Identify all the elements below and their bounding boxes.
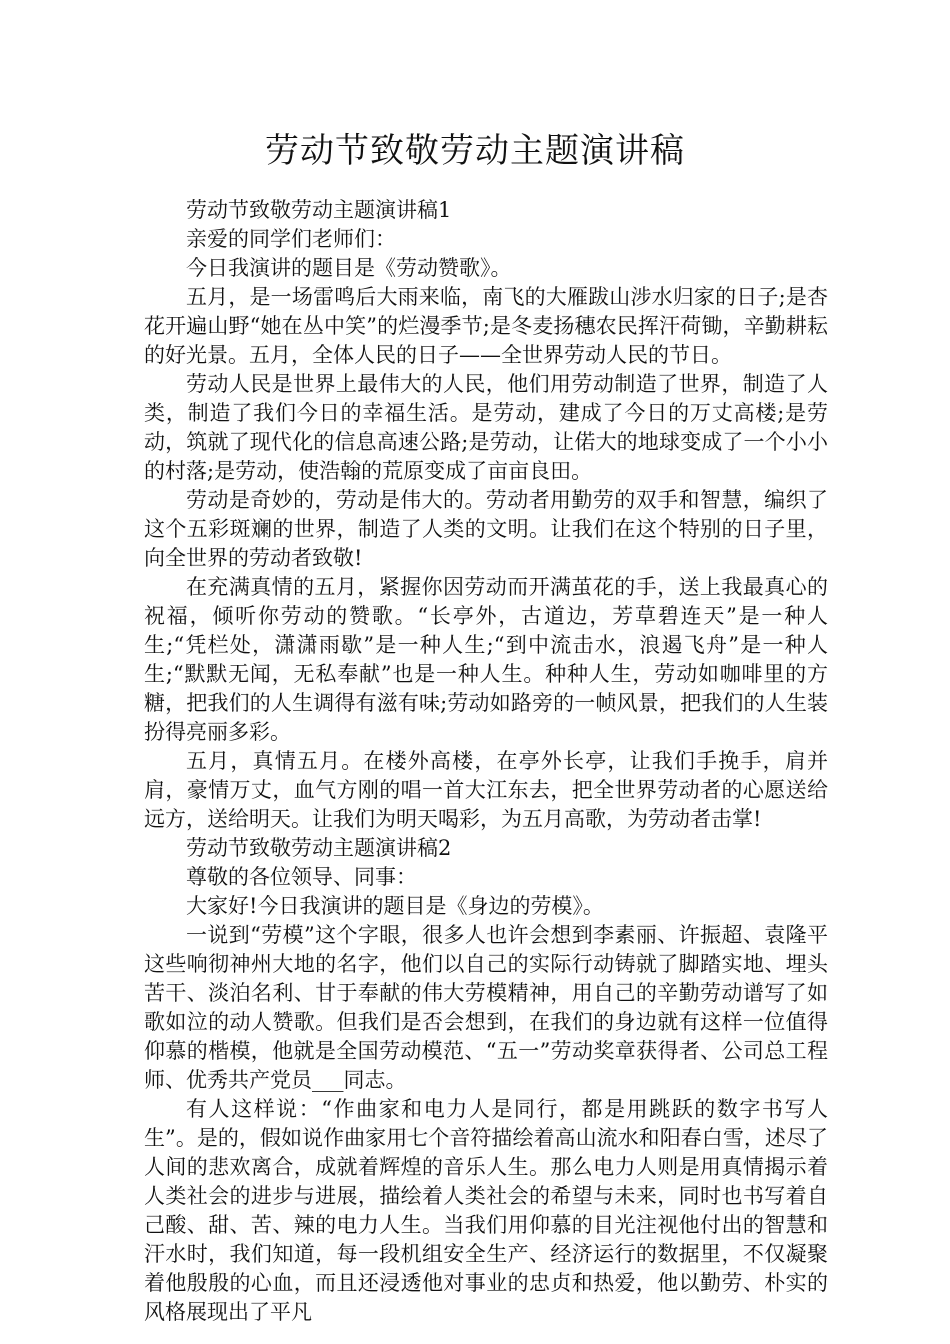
paragraph: 大家好!今日我演讲的题目是《身边的劳模》。: [186, 894, 604, 918]
paragraph: 劳动是奇妙的，劳动是伟大的。劳动者用勤劳的双手和智慧，编织了这个五彩斑斓的世界，制造了人类的文明。让我们在这个特别的日子里，向全世界的劳动者致敬!: [144, 488, 828, 570]
paragraph: 有人这样说：“作曲家和电力人是同行，都是用跳跃的数字书写人生”。是的，假如说作曲家用七个音符描绘着高山流水和阳春白雪，述尽了人间的悲欢离合，成就着辉煌的音乐人生。那么电力人则是用真情揭示着人类社会的进步与进展，描绘着人类社会的希望与未来，同时也书写着自己酸、甜、苦、辣的电力人生。当我们用仰慕的目光注视他付出的智慧和汗水时，我们知道，每一段机组安全生产、经济运行的数据里，不仅凝聚着他殷殷的心血，而且还浸透他对事业的忠贞和热爱，他以勤劳、朴实的风格展现出了平凡: [144, 1097, 828, 1324]
paragraph: 今日我演讲的题目是《劳动赞歌》。: [186, 256, 512, 280]
paragraph: 亲爱的同学们老师们：: [186, 227, 396, 251]
paragraph: 在充满真情的五月，紧握你因劳动而开满茧花的手，送上我最真心的祝福，倾听你劳动的赞歌。“长亭外，古道边，芳草碧连天”是一种人生;“凭栏处，潇潇雨歇”是一种人生;“到中流击水，浪遏飞舟”是一种人生;“默默无闻，无私奉献”也是一种人生。种种人生，劳动如咖啡里的方糖，把我们的人生调得有滋有味;劳动如路旁的一帧风景，把我们的人生装扮得亮丽多彩。: [144, 575, 828, 744]
document-title: 劳动节致敬劳动主题演讲稿: [265, 131, 685, 171]
paragraph: 五月，真情五月。在楼外高楼，在亭外长亭，让我们手挽手，肩并肩，豪情万丈，血气方刚的唱一首大江东去，把全世界劳动者的心愿送给远方，送给明天。让我们为明天喝彩，为五月高歌，为劳动者击掌!: [144, 749, 828, 831]
paragraph: 五月，是一场雷鸣后大雨来临，南飞的大雁跋山涉水归家的日子;是杏花开遍山野“她在丛中笑”的烂漫季节;是冬麦扬穗农民挥汗荷锄，辛勤耕耘的好光景。五月，全体人民的日子——全世界劳动人民的节日。: [144, 285, 828, 367]
paragraph: 劳动人民是世界上最伟大的人民，他们用劳动制造了世界，制造了人类，制造了我们今日的幸福生活。是劳动，建成了今日的万丈高楼;是劳动，筑就了现代化的信息高速公路;是劳动，让偌大的地球变成了一个小小的村落;是劳动，使浩翰的荒原变成了亩亩良田。: [144, 372, 828, 483]
paragraph: 尊敬的各位领导、同事：: [186, 865, 417, 889]
paragraph: 一说到“劳模”这个字眼，很多人也许会想到李素丽、许振超、袁隆平这些响彻神州大地的名字，他们以自己的实际行动铸就了脚踏实地、埋头苦干、淡泊名利、甘于奉献的伟大劳模精神，用自己的辛勤劳动谱写了如歌如泣的动人赞歌。但我们是否会想到，在我们的身边就有这样一位值得仰慕的楷模，他就是全国劳动模范、“五一”劳动奖章获得者、公司总工程师、优秀共产党员___同志。: [144, 923, 828, 1092]
document-body: [144, 196, 828, 1327]
paragraph: 劳动节致敬劳动主题演讲稿1: [186, 198, 452, 222]
paragraph: 劳动节致敬劳动主题演讲稿2: [186, 836, 452, 860]
